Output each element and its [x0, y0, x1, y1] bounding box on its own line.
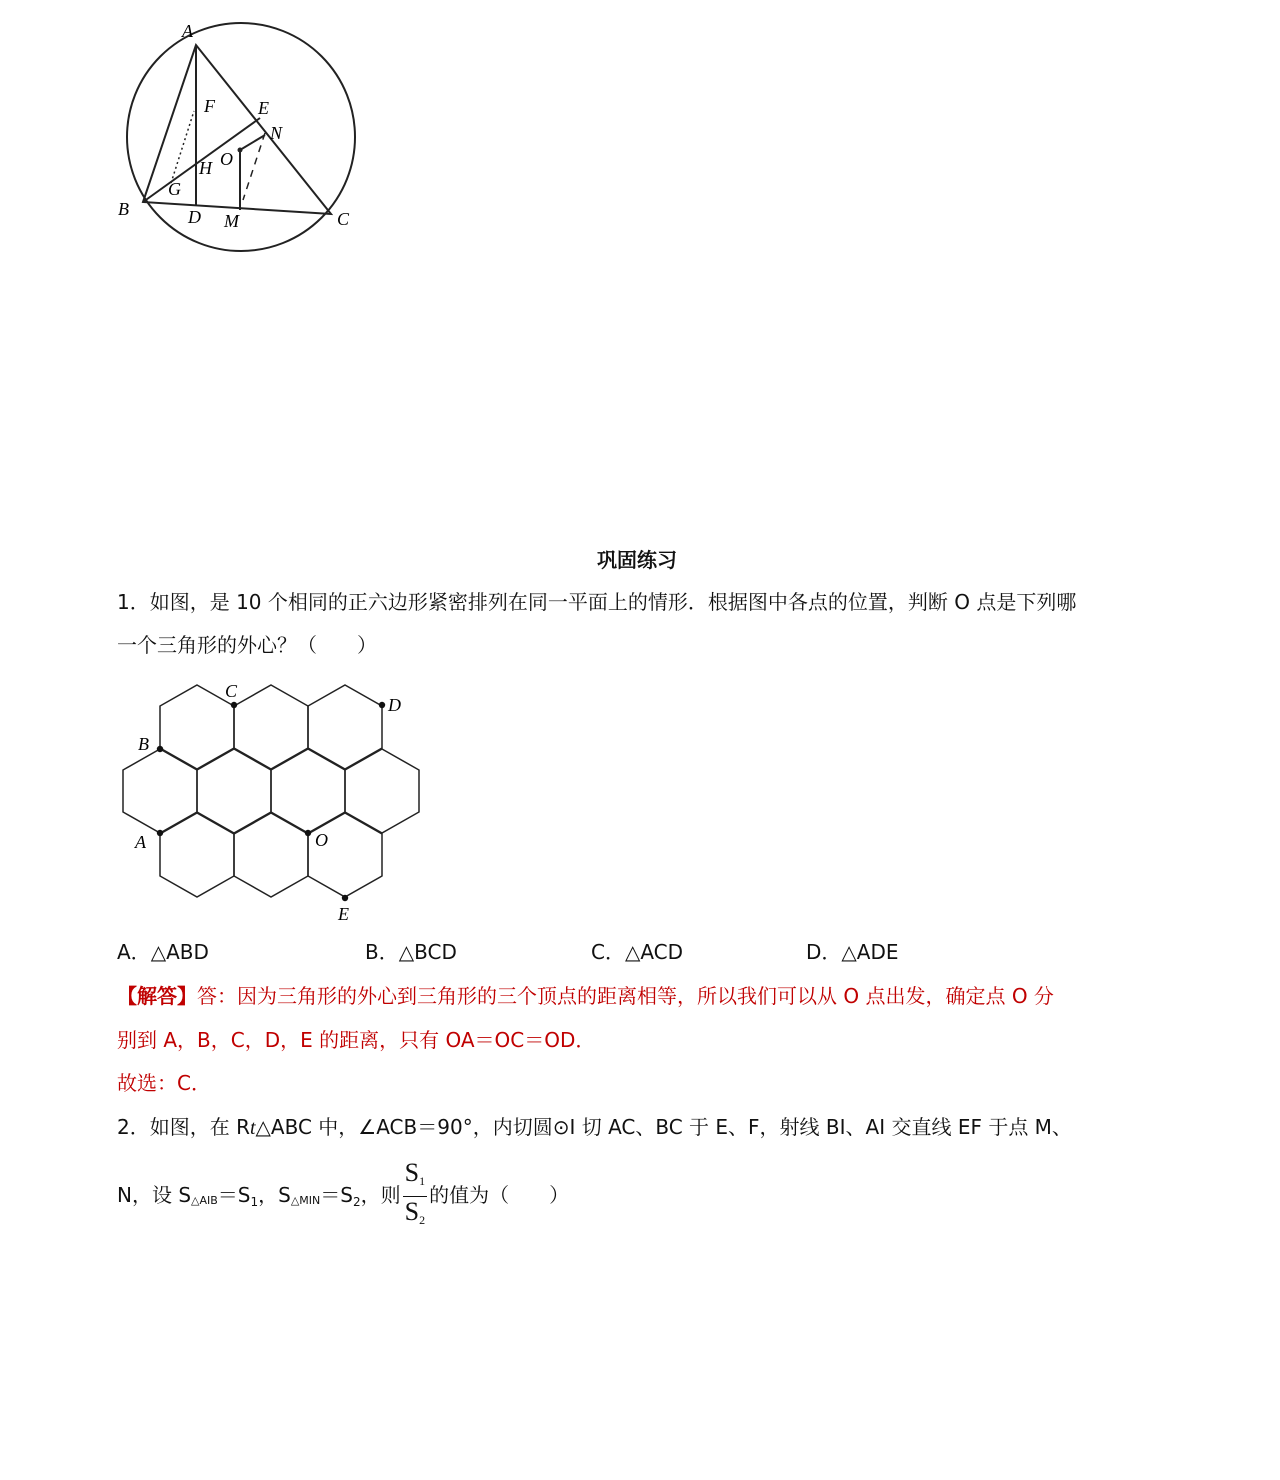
- q2-line2-f: 的值为（ ）: [429, 1183, 570, 1207]
- label-b: B: [118, 199, 129, 219]
- point-e: [342, 895, 348, 901]
- hexagon-10: [308, 813, 382, 897]
- label-d: D: [188, 207, 201, 227]
- label-g: G: [168, 179, 181, 199]
- hex-label-e: E: [338, 904, 349, 924]
- q2-s2-sub: 2: [352, 1195, 361, 1209]
- option-d-text: △ADE: [841, 940, 899, 964]
- option-c[interactable]: [591, 938, 683, 966]
- label-a: A: [182, 21, 193, 41]
- label-h: H: [199, 158, 212, 178]
- q2-line2: [117, 1158, 569, 1235]
- q2-sub-min: △MIN: [290, 1194, 321, 1207]
- q2-line1-t: t: [249, 1117, 256, 1139]
- hexagon-4: [123, 749, 197, 833]
- q2-line2-a: N，设 S: [117, 1183, 192, 1207]
- answer-line2: 别到 A，B，C，D，E 的距离，只有 OA＝OC＝OD．: [117, 1028, 596, 1052]
- fraction-numerator: [403, 1158, 427, 1197]
- label-n: N: [270, 123, 283, 143]
- hexagon-2: [234, 685, 308, 769]
- section-title: 巩固练习: [597, 548, 677, 572]
- fraction-s1-s2: [403, 1158, 427, 1235]
- point-o: [305, 830, 311, 836]
- q2-line2-c: ，S: [258, 1183, 291, 1207]
- dashed-nm: [243, 133, 265, 200]
- label-c: C: [337, 209, 350, 229]
- option-a-label: A．: [117, 940, 151, 964]
- label-m: M: [224, 211, 239, 231]
- q2-sub-aib: △AIB: [191, 1194, 218, 1207]
- q2-line1: [117, 1113, 1072, 1142]
- q2-line2-e: ，则: [360, 1183, 401, 1207]
- q2-line2-d: ＝S: [320, 1183, 353, 1207]
- option-b[interactable]: [365, 938, 457, 966]
- q2-line2-b: ＝S: [217, 1183, 251, 1207]
- q2-line1-a: 2．如图，在 R: [117, 1115, 250, 1139]
- frac-num-s: S: [404, 1158, 420, 1187]
- point-o: [238, 148, 243, 153]
- option-b-label: B．: [365, 940, 399, 964]
- hexagon-1: [160, 685, 234, 769]
- hex-label-a: A: [135, 832, 146, 852]
- segment-on: [240, 135, 265, 150]
- option-d-label: D．: [806, 940, 842, 964]
- q2-s1-sub: 1: [250, 1195, 259, 1209]
- hexagon-8: [160, 813, 234, 897]
- answer-line1: [117, 982, 1054, 1010]
- option-a[interactable]: [117, 938, 209, 966]
- fraction-denominator: [403, 1197, 427, 1235]
- point-b: [157, 746, 163, 752]
- label-f: F: [204, 96, 215, 116]
- dotted-gf: [171, 111, 194, 183]
- hex-label-c: C: [225, 681, 238, 701]
- option-c-label: C．: [591, 940, 625, 964]
- point-c: [231, 702, 237, 708]
- point-d: [379, 702, 385, 708]
- q1-line2: 一个三角形的外心？（ ）: [117, 633, 377, 657]
- answer-text-1: 答：因为三角形的外心到三角形的三个顶点的距离相等，所以我们可以从 O 点出发，确定点 O 分: [197, 984, 1054, 1008]
- hexagon-5: [197, 749, 271, 833]
- frac-den-s: S: [404, 1197, 420, 1226]
- q1-line1: 1．如图，是 10 个相同的正六边形紧密排列在同一平面上的情形．根据图中各点的位置，判断 O 点是下列哪: [117, 590, 1077, 614]
- frac-num-sub: 1: [419, 1174, 426, 1188]
- option-b-text: △BCD: [398, 940, 457, 964]
- label-e: E: [258, 98, 269, 118]
- hexagon-7: [345, 749, 419, 833]
- answer-line3: 故选：C．: [117, 1071, 211, 1095]
- label-o: O: [220, 149, 233, 169]
- hex-label-b: B: [138, 734, 149, 754]
- hexagon-6: [271, 749, 345, 833]
- frac-den-sub: 2: [419, 1213, 426, 1227]
- q2-line1-b: △ABC 中，∠ACB＝90°，内切圆⊙I 切 AC、BC 于 E、F，射线 BI、AI 交直线 EF 于点 M、: [255, 1115, 1072, 1139]
- hexagon-9: [234, 813, 308, 897]
- hex-label-d: D: [388, 695, 401, 715]
- hexagon-grid: [123, 685, 419, 897]
- answer-tag: 【解答】: [117, 984, 197, 1008]
- hexagon-3: [308, 685, 382, 769]
- hex-label-o: O: [315, 830, 328, 850]
- point-a: [157, 830, 163, 836]
- hexagon-figure: [115, 675, 435, 930]
- circumcircle: [127, 23, 355, 251]
- option-c-text: △ACD: [624, 940, 684, 964]
- option-a-text: △ABD: [150, 940, 209, 964]
- circle-triangle-figure: [110, 15, 370, 270]
- option-d[interactable]: [806, 938, 899, 966]
